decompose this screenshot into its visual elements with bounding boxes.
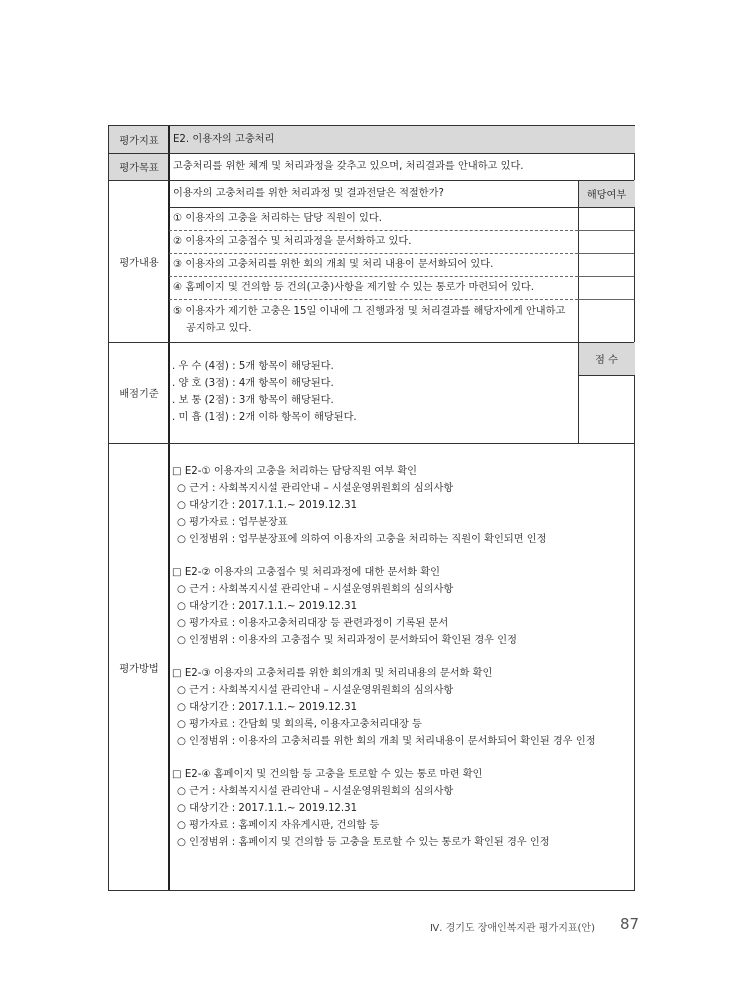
divider [578, 375, 634, 376]
method-line: ○ 근거 : 사회복지시설 관리안내 – 시설운영위원회의 심의사항 [177, 685, 454, 696]
divider [168, 126, 170, 890]
method-line: ○ 평가자료 : 간담회 및 회의록, 이용자고충처리대장 등 [177, 719, 422, 730]
method-label: 평가방법 [119, 663, 159, 675]
applicable-header: 해당여부 [586, 190, 627, 201]
divider [578, 180, 579, 443]
goal-label-cell [109, 153, 169, 180]
content-item: ② 이용자의 고충접수 및 처리과정을 문서화하고 있다. [173, 236, 412, 247]
content-item: ⑤ 이용자가 제기한 고충은 15일 이내에 그 진행과정 및 처리결과를 해당자에게 안내하고 [173, 306, 566, 317]
divider [169, 207, 634, 208]
method-line: ○ 평가자료 : 업무분장표 [177, 517, 288, 528]
score-header-cell [578, 342, 635, 375]
scoring-item: . 양 호 (3점) : 4개 항목이 해당된다. [172, 378, 334, 389]
indicator-label-cell [109, 126, 169, 153]
footer-section-title: Ⅳ. 경기도 장애인복지관 평가지표(안) [430, 923, 595, 934]
method-line: ○ 대상기간 : 2017.1.1.~ 2019.12.31 [177, 803, 358, 814]
divider [169, 253, 578, 254]
content-item: ① 이용자의 고충을 처리하는 담당 직원이 있다. [173, 213, 382, 224]
scoring-label: 배점기준 [119, 389, 159, 400]
divider [578, 230, 634, 231]
divider [109, 443, 634, 444]
divider [109, 153, 634, 154]
method-label-cell [109, 443, 169, 891]
method-line: ○ 대상기간 : 2017.1.1.~ 2019.12.31 [177, 500, 358, 511]
divider [109, 180, 634, 181]
applicable-header-cell [578, 180, 635, 207]
divider [578, 253, 634, 254]
divider [169, 276, 578, 277]
divider [578, 276, 634, 277]
method-line: ○ 평가자료 : 이용자고충처리대장 등 관련과정이 기록된 문서 [177, 618, 449, 629]
method-line: ○ 인정범위 : 홈페이지 및 건의함 등 고충을 토로할 수 있는 통로가 확인된 경우 인정 [177, 837, 550, 848]
scoring-item: . 보 통 (2점) : 3개 항목이 해당된다. [172, 395, 334, 406]
method-line: ○ 근거 : 사회복지시설 관리안내 – 시설운영위원회의 심의사항 [177, 584, 454, 595]
divider [169, 230, 578, 231]
scoring-item: . 미 흡 (1점) : 2개 이하 항목이 해당된다. [172, 412, 357, 423]
method-title: □ E2-① 이용자의 고충을 처리하는 담당직원 여부 확인 [172, 466, 418, 477]
method-line: ○ 근거 : 사회복지시설 관리안내 – 시설운영위원회의 심의사항 [177, 483, 454, 494]
method-line: ○ 인정범위 : 이용자의 고충접수 및 처리과정이 문서화되어 확인된 경우 인정 [177, 635, 517, 646]
content-label-cell [109, 180, 169, 342]
evaluation-table [108, 125, 635, 891]
content-item: ④ 홈페이지 및 건의함 등 건의(고충)사항을 제기할 수 있는 통로가 마련되어 있다. [173, 282, 535, 293]
method-title: □ E2-② 이용자의 고충접수 및 처리과정에 대한 문서화 확인 [172, 567, 440, 578]
content-item: ③ 이용자의 고충처리를 위한 회의 개최 및 처리 내용이 문서화되어 있다. [173, 259, 494, 270]
content-question: 이용자의 고충처리를 위한 처리과정 및 결과전달은 적절한가? [173, 188, 444, 199]
method-line: ○ 인정범위 : 이용자의 고충처리를 위한 회의 개최 및 처리내용이 문서화되어 확인된 경우 인정 [177, 736, 596, 747]
method-line: ○ 근거 : 사회복지시설 관리안내 – 시설운영위원회의 심의사항 [177, 786, 454, 797]
method-title: □ E2-③ 이용자의 고충처리를 위한 회의개최 및 처리내용의 문서화 확인 [172, 668, 493, 679]
content-label: 평가내용 [119, 257, 159, 269]
method-line: ○ 평가자료 : 홈페이지 자유게시판, 건의함 등 [177, 820, 380, 831]
scoring-item: . 우 수 (4점) : 5개 항목이 해당된다. [172, 361, 334, 372]
page-number: 87 [620, 915, 640, 933]
scoring-label-cell [109, 342, 169, 443]
divider [109, 342, 634, 343]
goal-value: 고충처리를 위한 체계 및 처리과정을 갖추고 있으며, 처리결과를 안내하고 있다. [173, 161, 524, 172]
method-line: ○ 대상기간 : 2017.1.1.~ 2019.12.31 [177, 702, 358, 713]
method-title: □ E2-④ 홈페이지 및 건의함 등 고충을 토로할 수 있는 통로 마련 확인 [172, 769, 483, 780]
divider [578, 299, 634, 300]
content-item-continuation: 공지하고 있다. [186, 323, 252, 334]
divider [169, 299, 578, 300]
indicator-label: 평가지표 [119, 136, 159, 147]
indicator-value: E2. 이용자의 고충처리 [173, 134, 275, 145]
method-line: ○ 대상기간 : 2017.1.1.~ 2019.12.31 [177, 601, 358, 612]
goal-label: 평가목표 [119, 163, 159, 174]
score-header: 점 수 [595, 355, 618, 366]
method-line: ○ 인정범위 : 업무분장표에 의하여 이용자의 고충을 처리하는 직원이 확인되면 인정 [177, 534, 547, 545]
